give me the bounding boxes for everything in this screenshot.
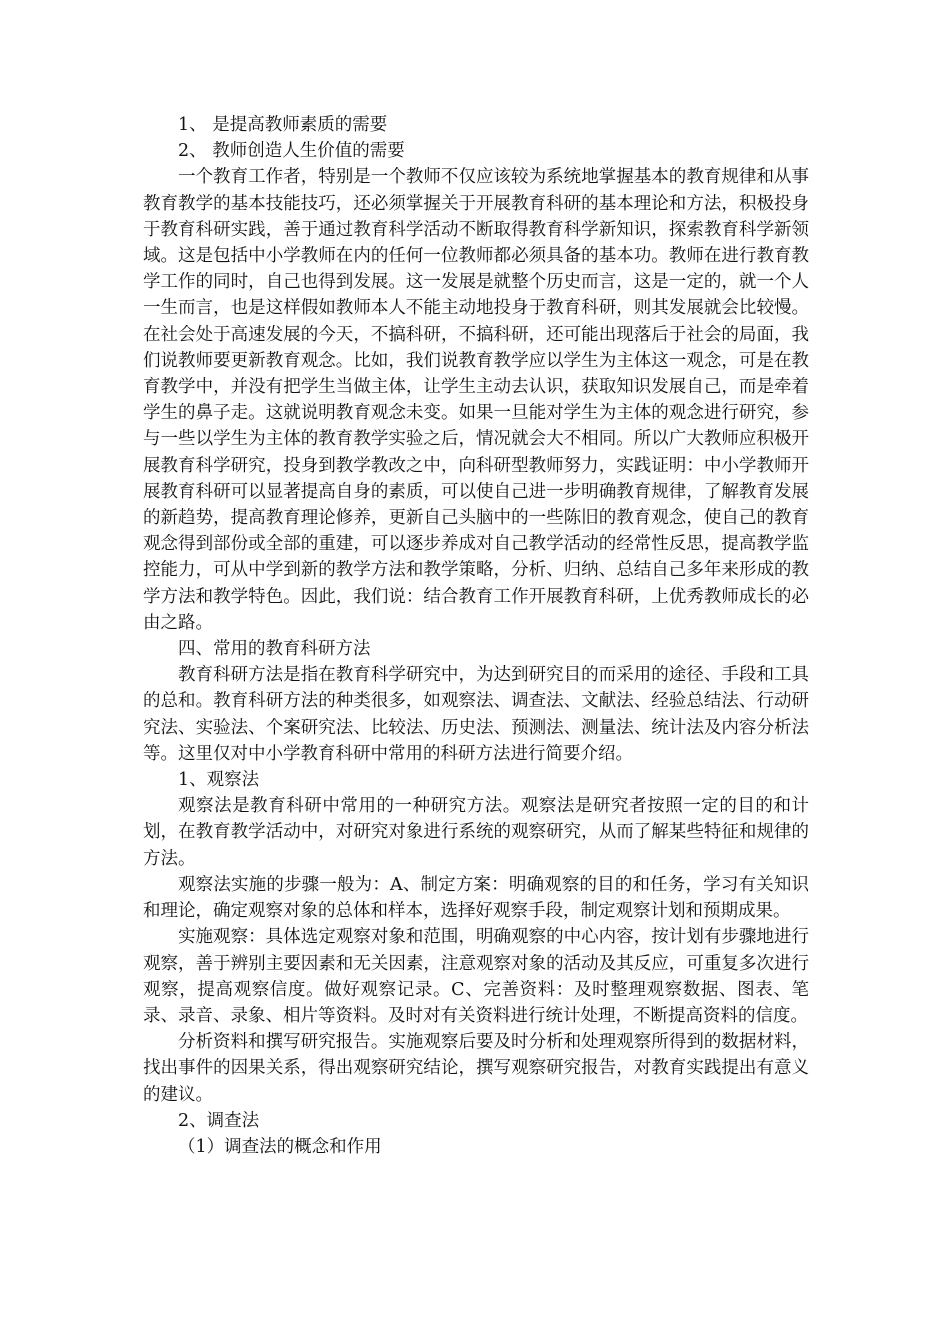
subheading-survey: 2、调查法 — [178, 1110, 260, 1131]
section-heading-methods: 四、常用的教育科研方法 — [178, 639, 371, 660]
paragraph-observation-analysis: 分析资料和撰写研究报告。实施观察后要及时分析和处理观察所得到的数据材料，找出事件的因果关系，得出观察研究结论，撰写观察研究报告，对教育实践提出有意义的建议。 — [143, 1032, 809, 1105]
subheading-survey-concept: （1）调查法的概念和作用 — [178, 1136, 382, 1157]
list-item-2: 2、 教师创造人生价值的需要 — [178, 141, 405, 162]
paragraph-observation-implementation: 实施观察：具体选定观察对象和范围，明确观察的中心内容，按计划有步骤地进行观察，善于辨别主要因素和无关因素，注意观察对象的活动及其反应，可重复多次进行观察，提高观察信度。做好观察记录。C、完善资料：及时整理观察数据、图表、笔录、录音、录象、相片等资料。及时对有关资料进行统计处理，不断提高资料的信度。 — [143, 927, 809, 1026]
list-item-1: 1、 是提高教师素质的需要 — [178, 115, 388, 135]
paragraph-methods-intro: 教育科研方法是指在教育科学研究中，为达到研究目的而采用的途径、手段和工具的总和。教育科研方法的种类很多，如观察法、调查法、文献法、经验总结法、行动研究法、实验法、个案研究法、比较法、历史法、预测法、测量法、统计法及内容分析法等。这里仅对中小学教育科研中常用的科研方法进行简要介绍。 — [143, 665, 809, 764]
paragraph-teacher-development: 一个教育工作者，特别是一个教师不仅应该较为系统地掌握基本的教育规律和从事教育教学的基本技能技巧，还必须掌握关于开展教育科研的基本理论和方法，积极投身于教育科研实践，善于通过教育科学活动不断取得教育科学新知识，探索教育科学新领域。这是包括中小学教师在内的任何一位教师都必须具备的基本功。教师在进行教育教学工作的同时，自己也得到发展。这一发展是就整个历史而言，这是一定的，就一个人一生而言，也是这样假如教师本人不能主动地投身于教育科研，则其发展就会比较慢。在社会处于高速发展的今天，不搞科研，不搞科研，还可能出现落后于社会的局面，我们说教师要更新教育观念。比如，我们说教育教学应以学生为主体这一观念，可是在教育教学中，并没有把学生当做主体，让学生主动去认识，获取知识发展自己，而是牵着学生的鼻子走。这就说明教育观念未变。如果一旦能对学生为主体的观念进行研究，参与一些以学生为主体的教育教学实验之后，情况就会大不相同。所以广大教师应积极开展教育科学研究，投身到教学教改之中，向科研型教师努力，实践证明：中小学教师开展教育科研可以显著提高自身的素质，可以使自己进一步明确教育规律，了解教育发展的新趋势，提高教育理论修养，更新自己头脑中的一些陈旧的教育观念，使自己的教育观念得到部份或全部的重建，可以逐步养成对自己教学活动的经常性反思，提高教学监控能力，可从中学到新的教学方法和教学策略，分析、归纳、总结自己多年来形成的教学方法和教学特色。因此，我们说：结合教育工作开展教育科研，上优秀教师成长的必由之路。 — [143, 167, 809, 633]
document-page — [143, 112, 809, 1160]
paragraph-observation-definition: 观察法是教育科研中常用的一种研究方法。观察法是研究者按照一定的目的和计划，在教育教学活动中，对研究对象进行系统的观察研究，从而了解某些特征和规律的方法。 — [143, 796, 809, 869]
subheading-observation: 1、观察法 — [178, 770, 260, 791]
paragraph-observation-steps: 观察法实施的步骤一般为：A、制定方案：明确观察的目的和任务，学习有关知识和理论，确定观察对象的总体和样本，选择好观察手段，制定观察计划和预期成果。 — [143, 874, 809, 922]
